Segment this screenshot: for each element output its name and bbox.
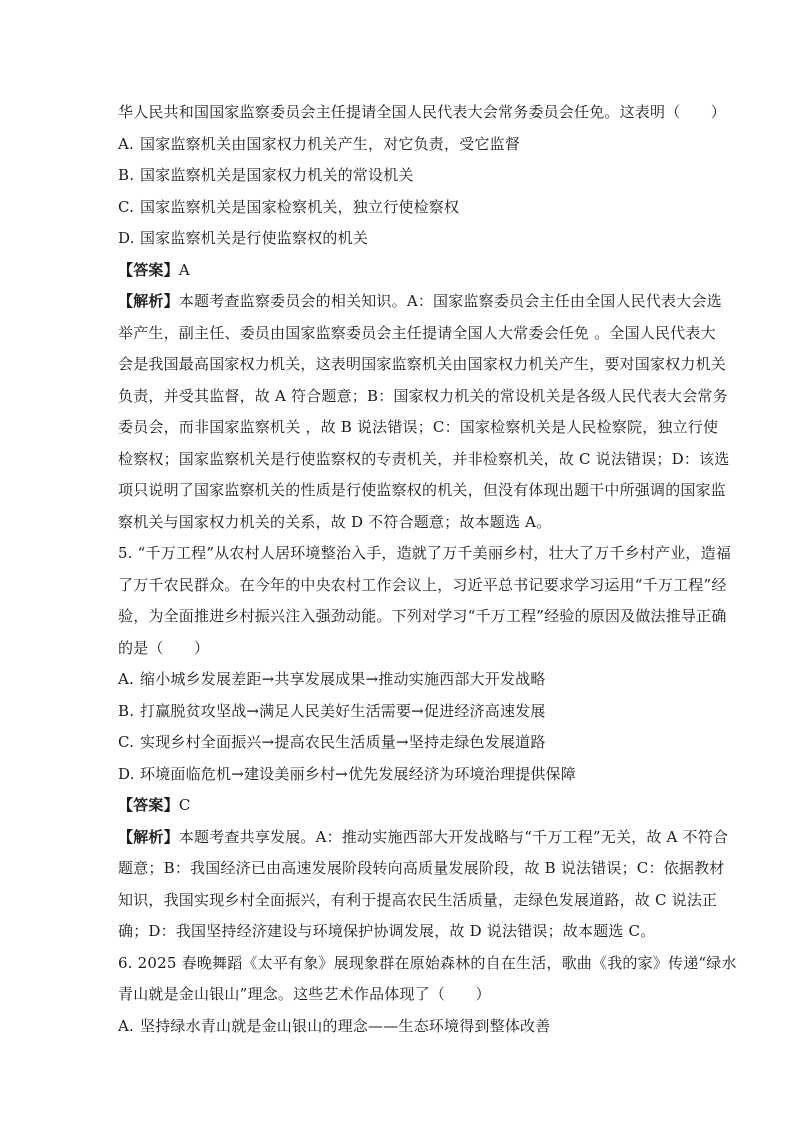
option-key: B. [118, 166, 135, 184]
option-key: A. [118, 1016, 135, 1035]
q5-analysis-line-1 [118, 822, 729, 854]
option-text: 国家监察机关是国家权力机关的常设机关 [140, 166, 414, 184]
q5-option-b [118, 696, 678, 728]
option-text: 环境面临危机→建设美丽乡村→优先发展经济为环境治理提供保障 [140, 764, 576, 783]
q5-stem-line-2: 了万千农民群众。在今年的中央农村工作会议上，习近平总书记要求学习运用“千万工程”经 [118, 575, 727, 594]
analysis-label: 【解析】 [118, 292, 179, 310]
option-key: A. [118, 670, 135, 688]
option-key: C. [118, 733, 135, 751]
q4-option-d [118, 223, 678, 255]
q4-analysis-line-6: 检察权；国家监察机关是行使监察权的专责机关，并非检察机关，故 C 说法错误；D：该选 [118, 449, 730, 468]
analysis-label: 【解析】 [118, 827, 179, 846]
q5-option-c [118, 727, 678, 759]
option-key: B. [118, 701, 135, 720]
q4-option-a [118, 129, 678, 161]
q4-answer [118, 255, 678, 287]
q4-analysis-line-4: 负责，并受其监督，故 A 符合题意；B：国家权力机关的常设机关是各级人民代表大会常务 [118, 386, 728, 405]
q5-option-a [118, 664, 678, 696]
answer-value: C [178, 796, 191, 814]
option-key: C. [118, 197, 135, 216]
option-text: 国家监察机关是国家检察机关，独立行使检察权 [140, 197, 460, 216]
option-key: D. [118, 764, 135, 783]
option-key: D. [118, 229, 135, 247]
answer-value: A [178, 260, 190, 279]
q5-stem-line-4: 的是（ ） [118, 638, 210, 657]
option-key: A. [118, 134, 135, 153]
answer-label: 【答案】 [118, 796, 179, 814]
analysis-text: 本题考查监察委员会的相关知识。A：国家监察委员会主任由全国人民代表大会选 [178, 292, 722, 310]
q5-analysis-line-2: 题意；B：我国经济已由高速发展阶段转向高质量发展阶段，故 B 说法错误；C：依据教材 [118, 859, 725, 877]
q6-stem-line-1: 6. 2025 春晚舞蹈《太平有象》展现象群在原始森林的自在生活，歌曲《我的家》传递“绿水 [118, 953, 737, 972]
q4-option-b [118, 160, 678, 192]
q4-analysis-line-3: 会是我国最高国家权力机关，这表明国家监察机关由国家权力机关产生，要对国家权力机关 [118, 355, 727, 373]
q5-stem-line-3: 验，为全面推进乡村振兴注入强劲动能。下列对学习“千万工程”经验的原因及做法推导正确 [118, 607, 727, 625]
answer-label: 【答案】 [118, 260, 179, 279]
page-content [118, 97, 737, 1042]
analysis-text: 本题考查共享发展。A：推动实施西部大开发战略与“千万工程”无关，故 A 不符合 [178, 827, 729, 846]
q5-answer [118, 790, 678, 822]
option-text: 实现乡村全面振兴→提高农民生活质量→坚持走绿色发展道路 [140, 733, 546, 751]
q4-option-c [118, 192, 678, 224]
q5-option-d [118, 759, 678, 791]
q5-stem-line-1: 5. “千万工程”从农村人居环境整治入手，造就了万千美丽乡村，壮大了万千乡村产业，造福 [118, 544, 732, 562]
q6-option-a [118, 1011, 678, 1043]
q6-stem-line-2: 青山就是金山银山”理念。这些艺术作品体现了（ ） [118, 985, 491, 1003]
q4-analysis-line-8: 察机关与国家权力机关的关系，故 D 不符合题意；故本题选 A。 [118, 512, 552, 531]
option-text: 缩小城乡发展差距→共享发展成果→推动实施西部大开发战略 [140, 670, 546, 688]
option-text: 国家监察机关是行使监察权的机关 [140, 229, 369, 247]
q4-analysis-line-2: 举产生，副主任、委员由国家监察委员会主任提请全国人大常委会任免 。全国人民代表大 [118, 323, 716, 342]
option-text: 打赢脱贫攻坚战→满足人民美好生活需要→促进经济高速发展 [140, 701, 546, 720]
q4-analysis-line-7: 项只说明了国家监察机关的性质是行使监察权的机关，但没有体现出题干中所强调的国家监 [118, 481, 727, 499]
q4-stem-tail: 华人民共和国国家监察委员会主任提请全国人民代表大会常务委员会任免。这表明（ ） [118, 103, 727, 121]
option-text: 国家监察机关由国家权力机关产生，对它负责，受它监督 [140, 134, 521, 153]
q4-analysis-line-1 [118, 286, 722, 318]
option-text: 坚持绿水青山就是金山银山的理念——生态环境得到整体改善 [140, 1016, 551, 1035]
q5-analysis-line-4: 确；D：我国坚持经济建设与环境保护协调发展，故 D 说法错误；故本题选 C。 [118, 922, 656, 940]
q4-analysis-line-5: 委员会，而非国家监察机关 ，故 B 说法错误；C：国家检察机关是人民检察院，独立行使 [118, 418, 719, 436]
q5-analysis-line-3: 知识，我国实现乡村全面振兴，有利于提高农民生活质量，走绿色发展道路，故 C 说法正 [118, 890, 718, 909]
